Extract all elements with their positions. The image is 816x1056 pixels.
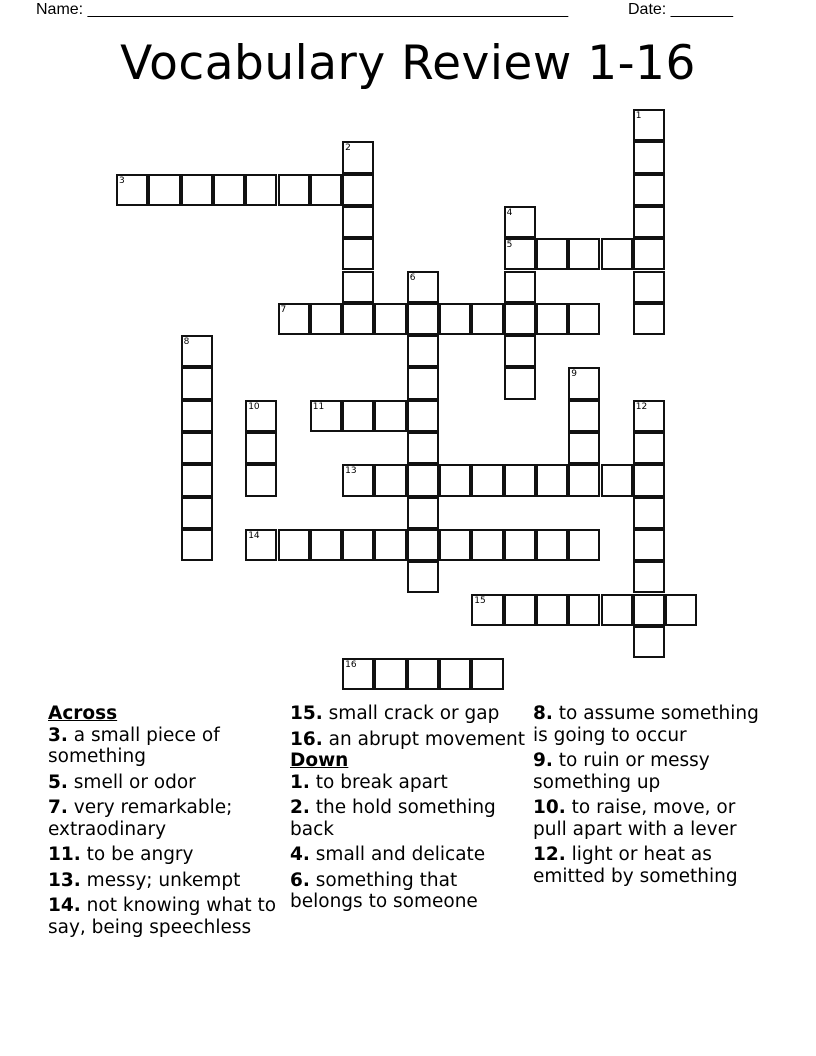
grid-cell[interactable] xyxy=(407,335,439,367)
grid-cell[interactable] xyxy=(536,303,568,335)
clue-number-label: 7 xyxy=(280,304,287,315)
grid-cell[interactable] xyxy=(342,400,374,432)
clue-text: an abrupt movement xyxy=(328,728,525,750)
grid-cell[interactable] xyxy=(633,400,665,432)
grid-cell[interactable] xyxy=(633,271,665,303)
clue-text: to break apart xyxy=(315,771,448,793)
grid-cell[interactable] xyxy=(374,529,406,561)
grid-cell[interactable] xyxy=(245,432,277,464)
grid-cell[interactable] xyxy=(181,529,213,561)
clue-number: 16. xyxy=(290,728,323,750)
grid-cell[interactable] xyxy=(342,464,374,496)
grid-cell[interactable] xyxy=(407,303,439,335)
clue-down xyxy=(533,797,773,840)
clues-column-2 xyxy=(290,703,530,917)
clue-number-label: 12 xyxy=(635,401,648,412)
grid-cell[interactable] xyxy=(504,206,536,238)
clue-across xyxy=(48,725,288,768)
clue-down xyxy=(533,750,773,793)
grid-cell[interactable] xyxy=(439,529,471,561)
grid-cell[interactable] xyxy=(310,400,342,432)
clue-number-label: 3 xyxy=(119,175,125,186)
name-field[interactable]: Name: ______________________________________________________ xyxy=(36,1,569,18)
grid-cell[interactable] xyxy=(342,658,374,690)
grid-cell[interactable] xyxy=(245,464,277,496)
clue-number: 6. xyxy=(290,869,310,891)
down-heading: Down xyxy=(290,750,349,771)
grid-cell[interactable] xyxy=(601,464,633,496)
grid-cell[interactable] xyxy=(310,303,342,335)
grid-cell[interactable] xyxy=(342,206,374,238)
grid-cell[interactable] xyxy=(278,303,310,335)
grid-cell[interactable] xyxy=(601,238,633,270)
date-field[interactable]: Date: _______ xyxy=(628,1,733,18)
clues-column-3 xyxy=(533,703,773,891)
clue-number: 15. xyxy=(290,703,323,724)
clue-text: light or heat as emitted by something xyxy=(533,844,738,887)
clue-text: to assume something is going to occur xyxy=(533,703,759,746)
grid-cell[interactable] xyxy=(213,174,245,206)
grid-cell[interactable] xyxy=(342,238,374,270)
grid-cell[interactable] xyxy=(504,594,536,626)
grid-cell[interactable] xyxy=(504,529,536,561)
clue-text: to ruin or messy something up xyxy=(533,750,710,793)
clue-text: small crack or gap xyxy=(328,703,500,724)
grid-cell[interactable] xyxy=(633,141,665,173)
grid-cell[interactable] xyxy=(439,303,471,335)
grid-cell[interactable] xyxy=(536,464,568,496)
clue-number-label: 4 xyxy=(506,207,513,218)
grid-cell[interactable] xyxy=(471,303,503,335)
clue-across xyxy=(48,772,288,794)
clue-number-label: 15 xyxy=(474,595,486,606)
grid-cell[interactable] xyxy=(407,464,439,496)
grid-cell[interactable] xyxy=(181,432,213,464)
grid-cell[interactable] xyxy=(504,464,536,496)
grid-cell[interactable] xyxy=(310,174,342,206)
grid-cell[interactable] xyxy=(407,497,439,529)
grid-cell[interactable] xyxy=(310,529,342,561)
grid-cell[interactable] xyxy=(407,367,439,399)
clue-number-label: 5 xyxy=(506,240,513,251)
grid-cell[interactable] xyxy=(471,529,503,561)
clue-number-label: 6 xyxy=(409,272,416,283)
clue-down xyxy=(290,772,530,794)
grid-cell[interactable] xyxy=(439,464,471,496)
grid-cell[interactable] xyxy=(568,432,600,464)
grid-cell[interactable] xyxy=(342,174,374,206)
clue-text: to raise, move, or pull apart with a lever xyxy=(533,797,737,840)
grid-cell[interactable] xyxy=(181,174,213,206)
grid-cell[interactable] xyxy=(439,658,471,690)
clue-down xyxy=(290,797,530,840)
grid-cell[interactable] xyxy=(342,271,374,303)
grid-cell[interactable] xyxy=(504,271,536,303)
grid-cell[interactable] xyxy=(633,594,665,626)
clue-across xyxy=(48,895,288,938)
clue-text: to be angry xyxy=(86,844,194,865)
clue-text: small and delicate xyxy=(315,844,486,865)
grid-cell[interactable] xyxy=(181,367,213,399)
grid-cell[interactable] xyxy=(407,432,439,464)
clue-across xyxy=(290,703,530,725)
clue-across xyxy=(290,729,530,751)
grid-cell[interactable] xyxy=(342,303,374,335)
clue-text: not knowing what to say, being speechless xyxy=(48,895,277,938)
page-title: Vocabulary Review 1-16 xyxy=(120,36,696,91)
grid-cell[interactable] xyxy=(568,367,600,399)
grid-cell[interactable] xyxy=(181,497,213,529)
clue-number-label: 8 xyxy=(183,337,190,348)
grid-cell[interactable] xyxy=(568,594,600,626)
grid-cell[interactable] xyxy=(407,529,439,561)
grid-cell[interactable] xyxy=(633,464,665,496)
grid-cell[interactable] xyxy=(633,626,665,658)
grid-cell[interactable] xyxy=(374,303,406,335)
clue-number-label: 11 xyxy=(312,401,325,412)
grid-cell[interactable] xyxy=(568,303,600,335)
grid-cell[interactable] xyxy=(633,206,665,238)
clue-text: messy; unkempt xyxy=(86,869,241,891)
clue-number: 10. xyxy=(533,797,566,818)
grid-cell[interactable] xyxy=(278,174,310,206)
clue-number-label: 16 xyxy=(345,660,357,671)
clue-text: smell or odor xyxy=(73,771,196,793)
grid-cell[interactable] xyxy=(633,497,665,529)
grid-cell[interactable] xyxy=(407,271,439,303)
grid-cell[interactable] xyxy=(504,367,536,399)
grid-cell[interactable] xyxy=(116,174,148,206)
clue-number-label: 1 xyxy=(635,111,642,121)
clue-down xyxy=(533,844,773,887)
grid-cell[interactable] xyxy=(407,400,439,432)
grid-cell[interactable] xyxy=(374,400,406,432)
grid-cell[interactable] xyxy=(471,464,503,496)
clue-number: 14. xyxy=(48,895,81,916)
clue-number-label: 2 xyxy=(345,143,351,154)
clue-down xyxy=(290,870,530,913)
grid-cell[interactable] xyxy=(601,594,633,626)
clue-down xyxy=(290,844,530,866)
clue-across xyxy=(48,797,288,840)
clue-number: 7. xyxy=(48,797,68,818)
grid-cell[interactable] xyxy=(633,303,665,335)
clue-text: the hold something back xyxy=(290,797,496,840)
clue-number: 4. xyxy=(290,844,310,865)
grid-cell[interactable] xyxy=(181,335,213,367)
grid-cell[interactable] xyxy=(504,335,536,367)
grid-cell[interactable] xyxy=(633,109,665,141)
clues-column-1 xyxy=(48,703,288,942)
clue-number: 9. xyxy=(533,750,553,771)
grid-cell[interactable] xyxy=(633,432,665,464)
clue-number-label: 9 xyxy=(571,369,577,380)
grid-cell[interactable] xyxy=(504,238,536,270)
grid-cell[interactable] xyxy=(568,238,600,270)
clue-number: 8. xyxy=(533,703,553,724)
grid-cell[interactable] xyxy=(181,400,213,432)
grid-cell[interactable] xyxy=(471,594,503,626)
clue-text: a small piece of something xyxy=(48,724,220,767)
grid-cell[interactable] xyxy=(148,174,180,206)
clue-text: something that belongs to someone xyxy=(290,869,478,912)
clue-number: 13. xyxy=(48,869,81,891)
grid-cell[interactable] xyxy=(181,464,213,496)
grid-cell[interactable] xyxy=(245,529,277,561)
across-heading: Across xyxy=(48,703,118,724)
clue-number: 11. xyxy=(48,844,81,865)
grid-cell[interactable] xyxy=(633,238,665,270)
clue-text: very remarkable; extraodinary xyxy=(48,797,233,840)
grid-cell[interactable] xyxy=(633,529,665,561)
clue-number-label: 10 xyxy=(248,401,260,412)
clue-number: 12. xyxy=(533,844,566,865)
grid-cell[interactable] xyxy=(665,594,697,626)
grid-cell[interactable] xyxy=(504,303,536,335)
grid-cell[interactable] xyxy=(568,529,600,561)
clue-across xyxy=(48,870,288,892)
grid-cell[interactable] xyxy=(342,141,374,173)
clue-number: 3. xyxy=(48,724,68,746)
grid-cell[interactable] xyxy=(245,400,277,432)
grid-cell[interactable] xyxy=(278,529,310,561)
clue-number: 5. xyxy=(48,771,68,793)
clue-number: 2. xyxy=(290,797,310,818)
grid-cell[interactable] xyxy=(568,464,600,496)
grid-cell[interactable] xyxy=(536,238,568,270)
grid-cell[interactable] xyxy=(342,529,374,561)
grid-cell[interactable] xyxy=(633,561,665,593)
clue-number-label: 13 xyxy=(345,466,357,477)
clue-number: 1. xyxy=(290,771,310,793)
grid-cell[interactable] xyxy=(407,561,439,593)
clue-down xyxy=(533,703,773,746)
clue-across xyxy=(48,844,288,866)
grid-cell[interactable] xyxy=(407,658,439,690)
grid-cell[interactable] xyxy=(568,400,600,432)
grid-cell[interactable] xyxy=(536,594,568,626)
grid-cell[interactable] xyxy=(374,658,406,690)
grid-cell[interactable] xyxy=(245,174,277,206)
grid-cell[interactable] xyxy=(374,464,406,496)
clue-number-label: 14 xyxy=(248,530,260,541)
grid-cell[interactable] xyxy=(471,658,503,690)
grid-cell[interactable] xyxy=(536,529,568,561)
grid-cell[interactable] xyxy=(633,174,665,206)
